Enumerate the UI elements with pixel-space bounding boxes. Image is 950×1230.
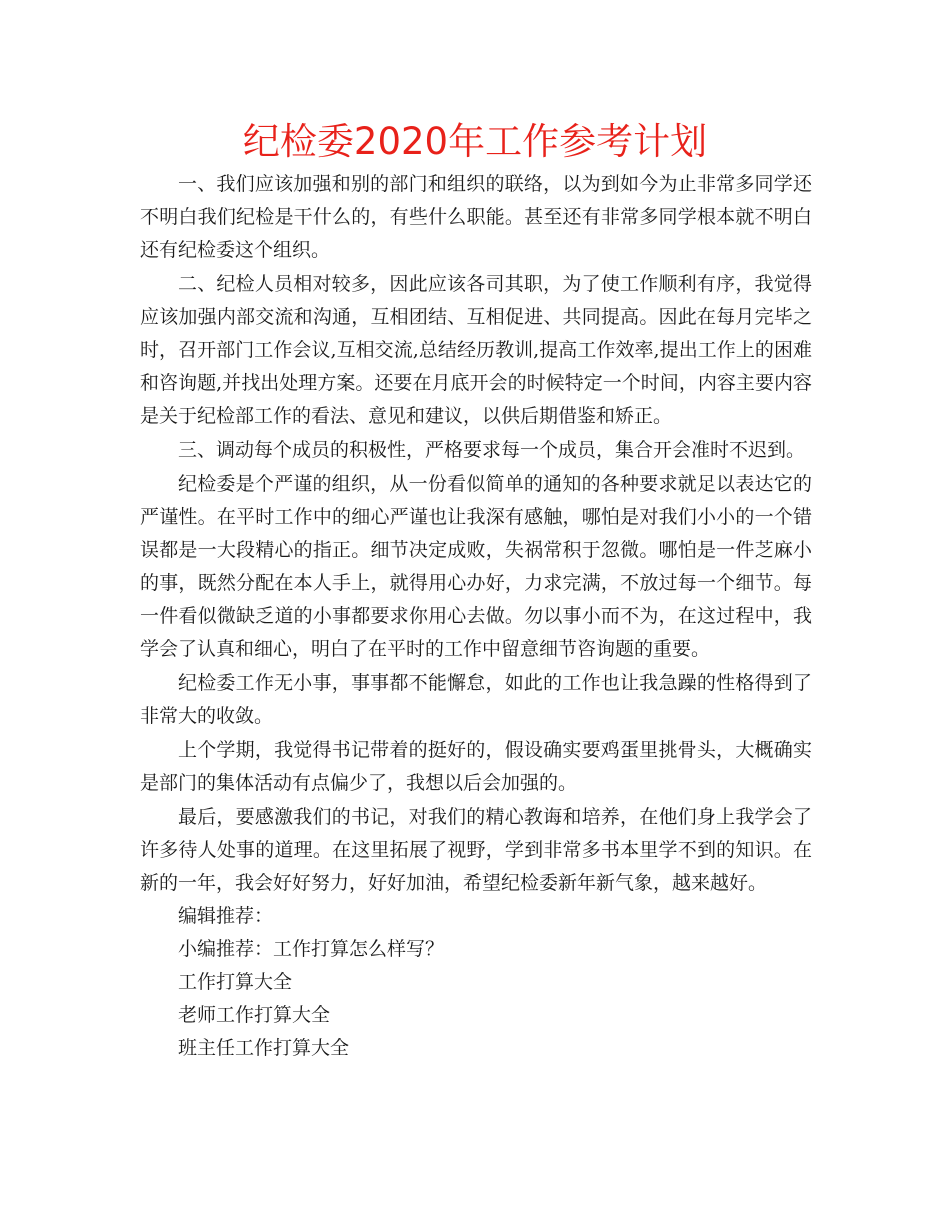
paragraph-3: 三、调动每个成员的积极性，严格要求每一个成员，集合开会准时不迟到。: [178, 439, 806, 461]
paragraph-2: 二、纪检人员相对较多，因此应该各司其职，为了使工作顺利有序，我觉得应该加强内部交流和沟通，互相团结、互相促进、共同提高。因此在每月完毕之时，召开部门工作会议,互相交流,总结经历教训,提高工作效率,提出工作上的困难和咨询题,并找出处理方案。还要在月底开会的时候特定一个时间，内容主要内容是关于纪检部工作的看法、意见和建议，以供后期借鉴和矫正。: [140, 273, 812, 427]
recommend-heading: 编辑推荐：: [178, 905, 274, 927]
recommend-link-teacher-plans[interactable]: 老师工作打算大全: [178, 1004, 331, 1026]
recommend-link-how-to-write[interactable]: 小编推荐：工作打算怎么样写？: [178, 938, 445, 960]
paragraph-4: 纪检委是个严谨的组织，从一份看似简单的通知的各种要求就足以表达它的严谨性。在平时工作中的细心严谨也让我深有感触，哪怕是对我们小小的一个错误都是一大段精心的指正。细节决定成败，失祸常积于忽微。哪怕是一件芝麻小的事，既然分配在本人手上，就得用心办好，力求完满，不放过每一个细节。每一件看似微缺乏道的小事都要求你用心去做。勿以事小而不为，在这过程中，我学会了认真和细心，明白了在平时的工作中留意细节咨询题的重要。: [140, 473, 812, 660]
document-title: 纪检委2020年工作参考计划: [242, 120, 708, 163]
recommend-link-headteacher-plans[interactable]: 班主任工作打算大全: [178, 1037, 350, 1059]
paragraph-1: 一、我们应该加强和别的部门和组织的联络，以为到如今为止非常多同学还不明白我们纪检是干什么的，有些什么职能。甚至还有非常多同学根本就不明白还有纪检委这个组织。: [140, 173, 812, 261]
paragraph-5: 纪检委工作无小事，事事都不能懈怠，如此的工作也让我急躁的性格得到了非常大的收敛。: [140, 672, 812, 727]
document-body: [140, 168, 812, 1065]
paragraph-6: 上个学期，我觉得书记带着的挺好的，假设确实要鸡蛋里挑骨头，大概确实是部门的集体活动有点偏少了，我想以后会加强的。: [140, 739, 812, 794]
recommend-link-work-plans[interactable]: 工作打算大全: [178, 971, 293, 993]
paragraph-7: 最后，要感激我们的书记，对我们的精心教诲和培养，在他们身上我学会了许多待人处事的道理。在这里拓展了视野，学到非常多书本里学不到的知识。在新的一年，我会好好努力，好好加油，希望纪检委新年新气象，越来越好。: [140, 806, 812, 894]
